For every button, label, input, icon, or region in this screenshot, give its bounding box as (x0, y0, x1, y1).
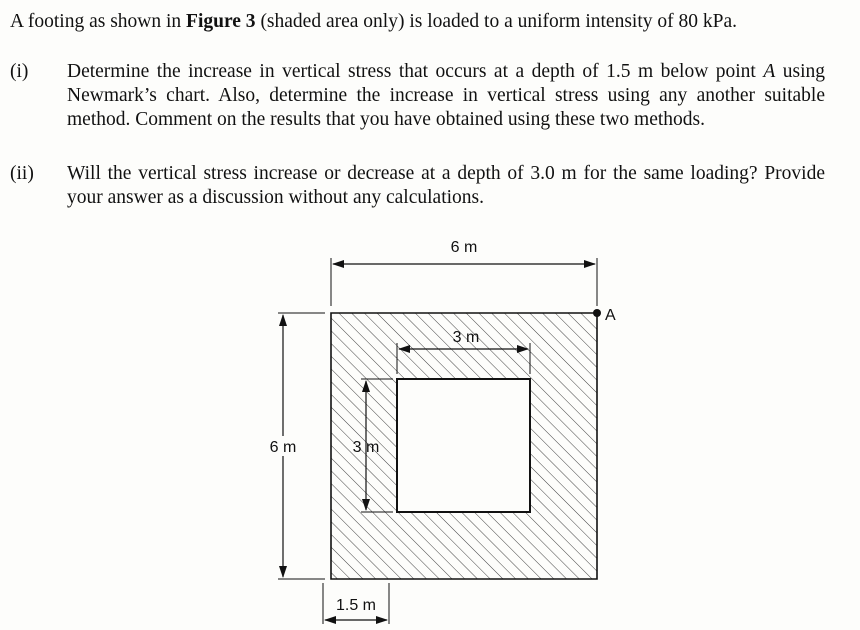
inner-height-label: 3 m (352, 439, 380, 456)
offset-label: 1.5 m (335, 597, 377, 614)
intro-text-before: A footing as shown in (10, 11, 187, 32)
intro-text-after: (shaded area only) is loaded to a uniform intensity of 80 kPa. (255, 11, 737, 32)
question-1-point: A (763, 61, 776, 82)
question-1-text-b: using Newmark’s chart. Also, determine the increase in vertical stress using any another suitable method. Comment on the results that you have obtained using these two methods. (67, 61, 825, 130)
inner-hole (397, 379, 530, 512)
figure-reference: Figure 3 (186, 11, 256, 32)
point-a-marker (593, 309, 601, 317)
question-2-text: Will the vertical stress increase or decrease at a depth of 3.0 m for the same loading? Provide your answer as a discussion without any calculations. (67, 163, 825, 208)
question-2-number: (ii) (10, 163, 34, 184)
outer-height-label: 6 m (269, 439, 297, 456)
question-1-text-a: Determine the increase in vertical stress that occurs at a depth of 1.5 m below point (67, 61, 764, 82)
point-a-label: A (605, 307, 616, 324)
question-1-number: (i) (10, 61, 29, 82)
outer-width-label: 6 m (450, 239, 478, 256)
inner-width-label: 3 m (452, 329, 480, 346)
